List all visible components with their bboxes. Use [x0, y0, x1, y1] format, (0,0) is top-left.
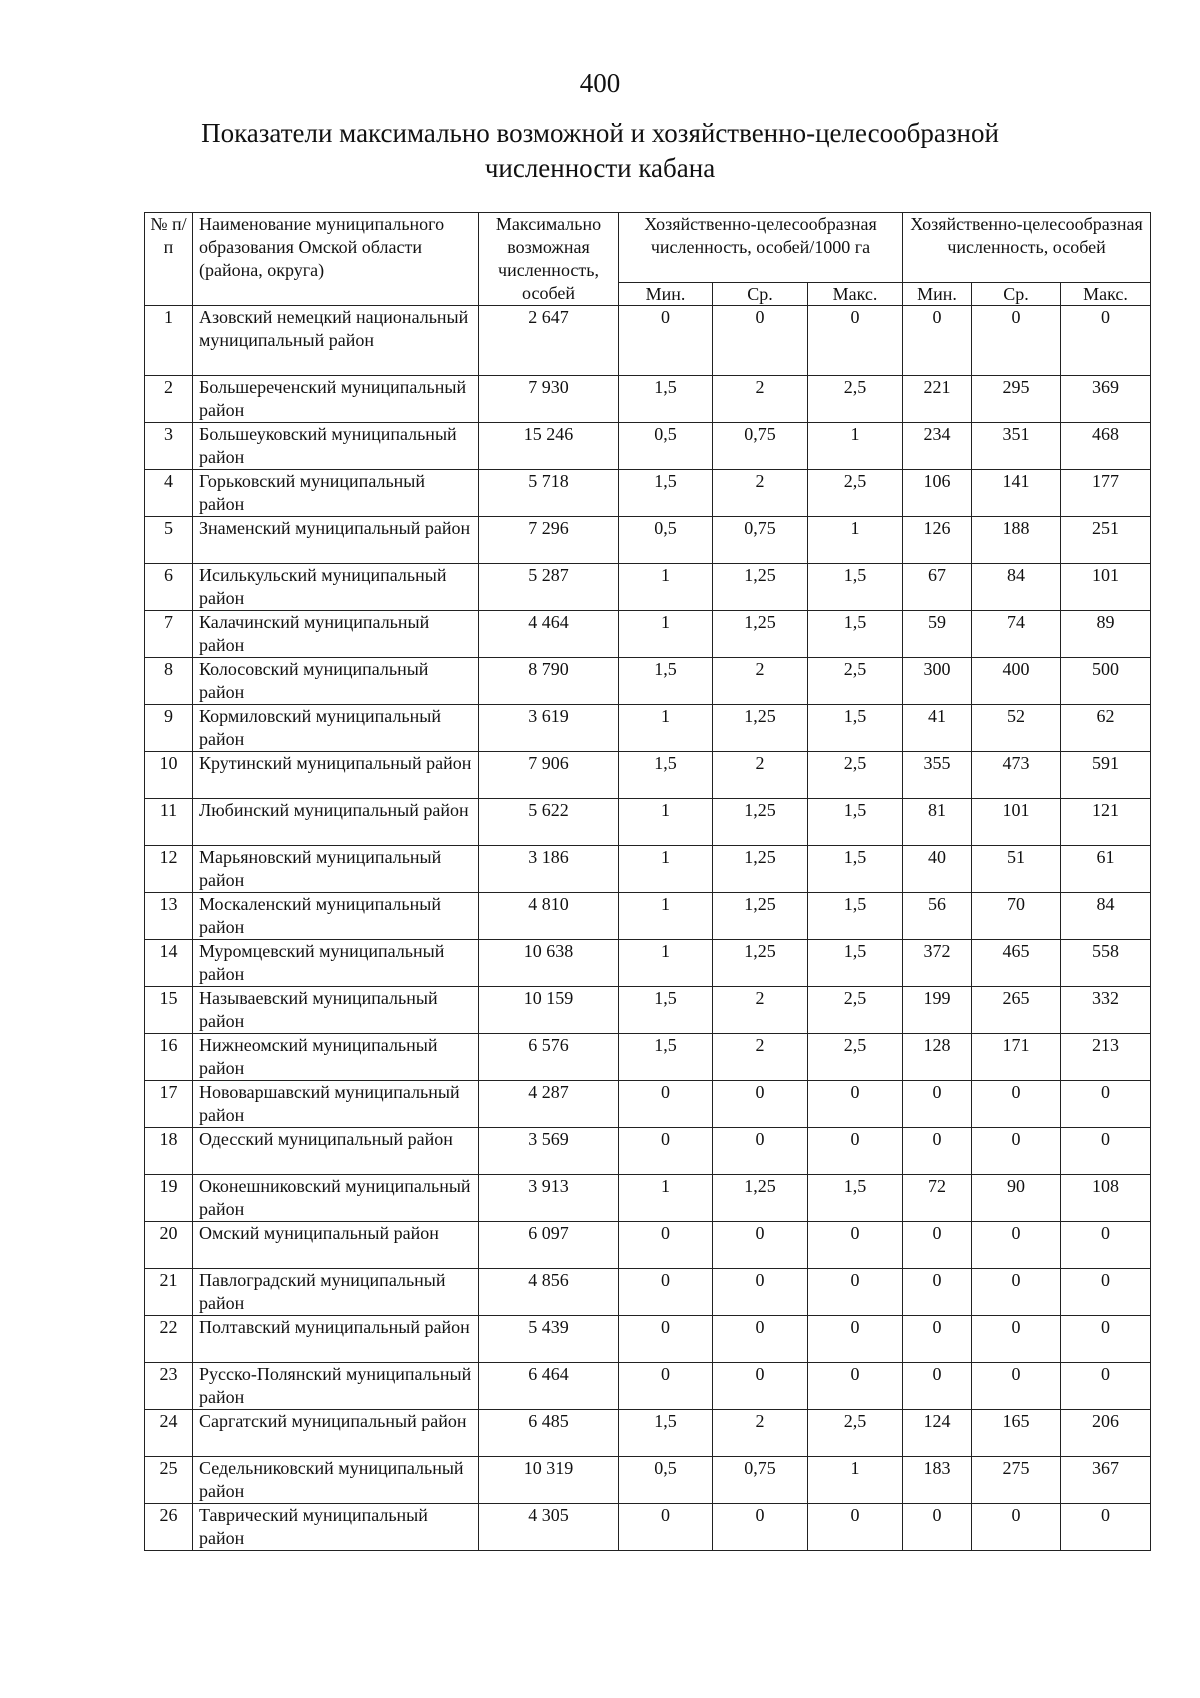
header-count-min: Мин.	[903, 283, 972, 306]
density-avg: 0	[713, 306, 808, 376]
count-avg: 165	[972, 1410, 1061, 1457]
count-min: 183	[903, 1457, 972, 1504]
density-max: 1	[808, 1457, 903, 1504]
count-max: 558	[1061, 940, 1151, 987]
count-min: 199	[903, 987, 972, 1034]
count-avg: 171	[972, 1034, 1061, 1081]
count-max: 0	[1061, 306, 1151, 376]
count-max: 108	[1061, 1175, 1151, 1222]
district-name: Таврический муниципальный район	[193, 1504, 479, 1551]
count-avg: 52	[972, 705, 1061, 752]
count-avg: 400	[972, 658, 1061, 705]
count-max: 89	[1061, 611, 1151, 658]
density-min: 0	[619, 1128, 713, 1175]
table-row	[145, 705, 1151, 752]
row-number: 26	[145, 1504, 193, 1551]
count-max: 101	[1061, 564, 1151, 611]
header-num: № п/п	[145, 213, 193, 306]
table-row	[145, 1457, 1151, 1504]
count-avg: 473	[972, 752, 1061, 799]
count-avg: 0	[972, 1222, 1061, 1269]
row-number: 18	[145, 1128, 193, 1175]
header-row	[145, 213, 1151, 283]
district-name: Кормиловский муниципальный район	[193, 705, 479, 752]
density-max: 1,5	[808, 846, 903, 893]
count-max: 468	[1061, 423, 1151, 470]
count-max: 500	[1061, 658, 1151, 705]
density-avg: 1,25	[713, 705, 808, 752]
count-min: 221	[903, 376, 972, 423]
density-max: 1,5	[808, 611, 903, 658]
district-name: Исилькульский муниципальный район	[193, 564, 479, 611]
count-min: 0	[903, 1363, 972, 1410]
density-min: 1	[619, 893, 713, 940]
max-possible-count: 5 287	[479, 564, 619, 611]
density-avg: 1,25	[713, 1175, 808, 1222]
table-row	[145, 1222, 1151, 1269]
density-max: 0	[808, 1128, 903, 1175]
table-row	[145, 564, 1151, 611]
density-avg: 2	[713, 987, 808, 1034]
density-max: 1	[808, 517, 903, 564]
count-min: 355	[903, 752, 972, 799]
row-number: 8	[145, 658, 193, 705]
density-min: 1	[619, 1175, 713, 1222]
table-row	[145, 1316, 1151, 1363]
count-min: 124	[903, 1410, 972, 1457]
count-min: 106	[903, 470, 972, 517]
row-number: 11	[145, 799, 193, 846]
density-max: 2,5	[808, 1034, 903, 1081]
density-avg: 2	[713, 752, 808, 799]
district-name: Колосовский муниципальный район	[193, 658, 479, 705]
density-min: 1,5	[619, 752, 713, 799]
max-possible-count: 3 619	[479, 705, 619, 752]
count-max: 0	[1061, 1222, 1151, 1269]
count-min: 0	[903, 1269, 972, 1316]
table-row	[145, 1034, 1151, 1081]
district-name: Павлоградский муниципальный район	[193, 1269, 479, 1316]
header-count-max: Макс.	[1061, 283, 1151, 306]
count-min: 128	[903, 1034, 972, 1081]
count-avg: 0	[972, 1269, 1061, 1316]
density-min: 1	[619, 940, 713, 987]
density-min: 1,5	[619, 376, 713, 423]
count-max: 177	[1061, 470, 1151, 517]
count-avg: 0	[972, 1363, 1061, 1410]
count-avg: 0	[972, 306, 1061, 376]
density-avg: 2	[713, 658, 808, 705]
count-avg: 51	[972, 846, 1061, 893]
density-min: 0	[619, 1222, 713, 1269]
district-name: Омский муниципальный район	[193, 1222, 479, 1269]
page-number: 400	[579, 68, 621, 98]
density-avg: 0,75	[713, 1457, 808, 1504]
max-possible-count: 10 638	[479, 940, 619, 987]
row-number: 23	[145, 1363, 193, 1410]
table-row	[145, 1081, 1151, 1128]
district-name: Полтавский муниципальный район	[193, 1316, 479, 1363]
header-count-group: Хозяйственно-целесообразная численность, особей	[903, 213, 1151, 283]
max-possible-count: 6 485	[479, 1410, 619, 1457]
count-max: 0	[1061, 1363, 1151, 1410]
row-number: 21	[145, 1269, 193, 1316]
count-avg: 0	[972, 1504, 1061, 1551]
density-avg: 0	[713, 1504, 808, 1551]
density-max: 1,5	[808, 799, 903, 846]
row-number: 25	[145, 1457, 193, 1504]
density-min: 1,5	[619, 987, 713, 1034]
table-row	[145, 423, 1151, 470]
max-possible-count: 4 810	[479, 893, 619, 940]
count-min: 0	[903, 1081, 972, 1128]
district-name: Крутинский муниципальный район	[193, 752, 479, 799]
density-avg: 1,25	[713, 846, 808, 893]
count-max: 0	[1061, 1081, 1151, 1128]
density-max: 2,5	[808, 658, 903, 705]
count-max: 213	[1061, 1034, 1151, 1081]
count-min: 81	[903, 799, 972, 846]
density-min: 1,5	[619, 470, 713, 517]
density-max: 0	[808, 1269, 903, 1316]
count-min: 372	[903, 940, 972, 987]
row-number: 20	[145, 1222, 193, 1269]
density-max: 0	[808, 1222, 903, 1269]
density-max: 2,5	[808, 470, 903, 517]
count-min: 300	[903, 658, 972, 705]
density-avg: 2	[713, 376, 808, 423]
row-number: 10	[145, 752, 193, 799]
table-row	[145, 1269, 1151, 1316]
table-row	[145, 1128, 1151, 1175]
district-name: Седельниковский муниципальный район	[193, 1457, 479, 1504]
row-number: 22	[145, 1316, 193, 1363]
count-max: 121	[1061, 799, 1151, 846]
count-avg: 101	[972, 799, 1061, 846]
max-possible-count: 5 439	[479, 1316, 619, 1363]
max-possible-count: 4 287	[479, 1081, 619, 1128]
density-max: 1,5	[808, 893, 903, 940]
density-min: 1	[619, 611, 713, 658]
header-density-max: Макс.	[808, 283, 903, 306]
density-max: 1	[808, 423, 903, 470]
density-avg: 1,25	[713, 564, 808, 611]
page-title-line-2: численности кабана	[484, 153, 716, 183]
density-avg: 2	[713, 1034, 808, 1081]
page-title-line-1: Показатели максимально возможной и хозяйственно-целесообразной	[201, 118, 999, 148]
density-avg: 1,25	[713, 611, 808, 658]
density-min: 1,5	[619, 658, 713, 705]
count-max: 0	[1061, 1128, 1151, 1175]
page-title	[0, 116, 1200, 186]
density-min: 1	[619, 564, 713, 611]
table-row	[145, 470, 1151, 517]
count-max: 206	[1061, 1410, 1151, 1457]
count-min: 59	[903, 611, 972, 658]
density-avg: 1,25	[713, 940, 808, 987]
header-count-avg: Ср.	[972, 283, 1061, 306]
max-possible-count: 7 930	[479, 376, 619, 423]
table-row	[145, 799, 1151, 846]
district-name: Русско-Полянский муниципальный район	[193, 1363, 479, 1410]
row-number: 4	[145, 470, 193, 517]
density-avg: 1,25	[713, 893, 808, 940]
count-max: 251	[1061, 517, 1151, 564]
density-min: 0	[619, 306, 713, 376]
district-name: Называевский муниципальный район	[193, 987, 479, 1034]
header-name: Наименование муниципального образования Омской области (района, округа)	[193, 213, 479, 306]
count-min: 41	[903, 705, 972, 752]
density-avg: 0	[713, 1316, 808, 1363]
count-min: 56	[903, 893, 972, 940]
row-number: 13	[145, 893, 193, 940]
max-possible-count: 4 856	[479, 1269, 619, 1316]
table-row	[145, 517, 1151, 564]
table-row	[145, 611, 1151, 658]
district-name: Нижнеомский муниципальный район	[193, 1034, 479, 1081]
row-number: 24	[145, 1410, 193, 1457]
table-row	[145, 1504, 1151, 1551]
density-max: 0	[808, 306, 903, 376]
density-min: 0,5	[619, 1457, 713, 1504]
density-min: 1	[619, 799, 713, 846]
row-number: 2	[145, 376, 193, 423]
table-row	[145, 1363, 1151, 1410]
density-avg: 2	[713, 1410, 808, 1457]
table-body	[145, 306, 1151, 1551]
density-avg: 0	[713, 1363, 808, 1410]
max-possible-count: 5 622	[479, 799, 619, 846]
max-possible-count: 4 305	[479, 1504, 619, 1551]
count-max: 367	[1061, 1457, 1151, 1504]
max-possible-count: 7 296	[479, 517, 619, 564]
row-number: 1	[145, 306, 193, 376]
density-min: 0,5	[619, 517, 713, 564]
row-number: 19	[145, 1175, 193, 1222]
density-avg: 0	[713, 1081, 808, 1128]
count-min: 0	[903, 1316, 972, 1363]
count-min: 40	[903, 846, 972, 893]
district-name: Нововаршавский муниципальный район	[193, 1081, 479, 1128]
density-max: 0	[808, 1504, 903, 1551]
row-number: 7	[145, 611, 193, 658]
district-name: Оконешниковский муниципальный район	[193, 1175, 479, 1222]
count-max: 0	[1061, 1269, 1151, 1316]
max-possible-count: 6 464	[479, 1363, 619, 1410]
density-max: 2,5	[808, 376, 903, 423]
district-name: Марьяновский муниципальный район	[193, 846, 479, 893]
density-avg: 1,25	[713, 799, 808, 846]
district-name: Саргатский муниципальный район	[193, 1410, 479, 1457]
max-possible-count: 8 790	[479, 658, 619, 705]
row-number: 14	[145, 940, 193, 987]
density-min: 0,5	[619, 423, 713, 470]
density-min: 1	[619, 846, 713, 893]
density-avg: 2	[713, 470, 808, 517]
count-min: 234	[903, 423, 972, 470]
district-name: Любинский муниципальный район	[193, 799, 479, 846]
count-avg: 295	[972, 376, 1061, 423]
density-max: 1,5	[808, 940, 903, 987]
district-name: Большереченский муниципальный район	[193, 376, 479, 423]
count-max: 332	[1061, 987, 1151, 1034]
count-avg: 0	[972, 1316, 1061, 1363]
district-name: Одесский муниципальный район	[193, 1128, 479, 1175]
table-row	[145, 752, 1151, 799]
max-possible-count: 5 718	[479, 470, 619, 517]
count-max: 61	[1061, 846, 1151, 893]
density-min: 0	[619, 1081, 713, 1128]
header-density-min: Мин.	[619, 283, 713, 306]
count-min: 0	[903, 1128, 972, 1175]
district-name: Знаменский муниципальный район	[193, 517, 479, 564]
row-number: 3	[145, 423, 193, 470]
count-avg: 188	[972, 517, 1061, 564]
table-row	[145, 376, 1151, 423]
row-number: 16	[145, 1034, 193, 1081]
density-avg: 0	[713, 1269, 808, 1316]
density-max: 1,5	[808, 1175, 903, 1222]
count-min: 0	[903, 306, 972, 376]
max-possible-count: 6 097	[479, 1222, 619, 1269]
count-avg: 0	[972, 1128, 1061, 1175]
count-avg: 0	[972, 1081, 1061, 1128]
count-avg: 84	[972, 564, 1061, 611]
row-number: 15	[145, 987, 193, 1034]
district-name: Большеуковский муниципальный район	[193, 423, 479, 470]
max-possible-count: 10 319	[479, 1457, 619, 1504]
count-max: 62	[1061, 705, 1151, 752]
row-number: 17	[145, 1081, 193, 1128]
table-row	[145, 987, 1151, 1034]
count-avg: 265	[972, 987, 1061, 1034]
density-min: 1,5	[619, 1410, 713, 1457]
count-avg: 275	[972, 1457, 1061, 1504]
count-max: 0	[1061, 1504, 1151, 1551]
data-table	[144, 212, 1151, 1551]
count-min: 67	[903, 564, 972, 611]
density-min: 1,5	[619, 1034, 713, 1081]
count-max: 591	[1061, 752, 1151, 799]
density-min: 1	[619, 705, 713, 752]
density-avg: 0,75	[713, 517, 808, 564]
table-row	[145, 306, 1151, 376]
max-possible-count: 6 576	[479, 1034, 619, 1081]
count-min: 126	[903, 517, 972, 564]
density-avg: 0	[713, 1222, 808, 1269]
max-possible-count: 15 246	[479, 423, 619, 470]
header-density-group: Хозяйственно-целесообразная численность, особей/1000 га	[619, 213, 903, 283]
count-min: 0	[903, 1222, 972, 1269]
row-number: 12	[145, 846, 193, 893]
count-avg: 351	[972, 423, 1061, 470]
row-number: 6	[145, 564, 193, 611]
table-row	[145, 846, 1151, 893]
table-row	[145, 893, 1151, 940]
district-name: Москаленский муниципальный район	[193, 893, 479, 940]
density-max: 2,5	[808, 752, 903, 799]
density-min: 0	[619, 1269, 713, 1316]
count-min: 72	[903, 1175, 972, 1222]
density-min: 0	[619, 1316, 713, 1363]
max-possible-count: 4 464	[479, 611, 619, 658]
district-name: Муромцевский муниципальный район	[193, 940, 479, 987]
count-max: 0	[1061, 1316, 1151, 1363]
density-max: 2,5	[808, 1410, 903, 1457]
density-avg: 0,75	[713, 423, 808, 470]
max-possible-count: 2 647	[479, 306, 619, 376]
count-avg: 465	[972, 940, 1061, 987]
count-max: 84	[1061, 893, 1151, 940]
max-possible-count: 3 913	[479, 1175, 619, 1222]
row-number: 9	[145, 705, 193, 752]
header-density-avg: Ср.	[713, 283, 808, 306]
district-name: Калачинский муниципальный район	[193, 611, 479, 658]
count-min: 0	[903, 1504, 972, 1551]
table-row	[145, 658, 1151, 705]
density-min: 0	[619, 1504, 713, 1551]
count-max: 369	[1061, 376, 1151, 423]
max-possible-count: 3 186	[479, 846, 619, 893]
density-max: 0	[808, 1316, 903, 1363]
count-avg: 90	[972, 1175, 1061, 1222]
header-max-possible: Максимально возможная численность, особей	[479, 213, 619, 306]
count-avg: 141	[972, 470, 1061, 517]
count-avg: 74	[972, 611, 1061, 658]
max-possible-count: 3 569	[479, 1128, 619, 1175]
district-name: Азовский немецкий национальный муниципальный район	[193, 306, 479, 376]
max-possible-count: 10 159	[479, 987, 619, 1034]
density-max: 0	[808, 1081, 903, 1128]
district-name: Горьковский муниципальный район	[193, 470, 479, 517]
count-avg: 70	[972, 893, 1061, 940]
max-possible-count: 7 906	[479, 752, 619, 799]
density-avg: 0	[713, 1128, 808, 1175]
density-max: 1,5	[808, 564, 903, 611]
table-row	[145, 1410, 1151, 1457]
density-max: 1,5	[808, 705, 903, 752]
row-number: 5	[145, 517, 193, 564]
density-max: 2,5	[808, 987, 903, 1034]
density-min: 0	[619, 1363, 713, 1410]
table-row	[145, 940, 1151, 987]
table-row	[145, 1175, 1151, 1222]
density-max: 0	[808, 1363, 903, 1410]
